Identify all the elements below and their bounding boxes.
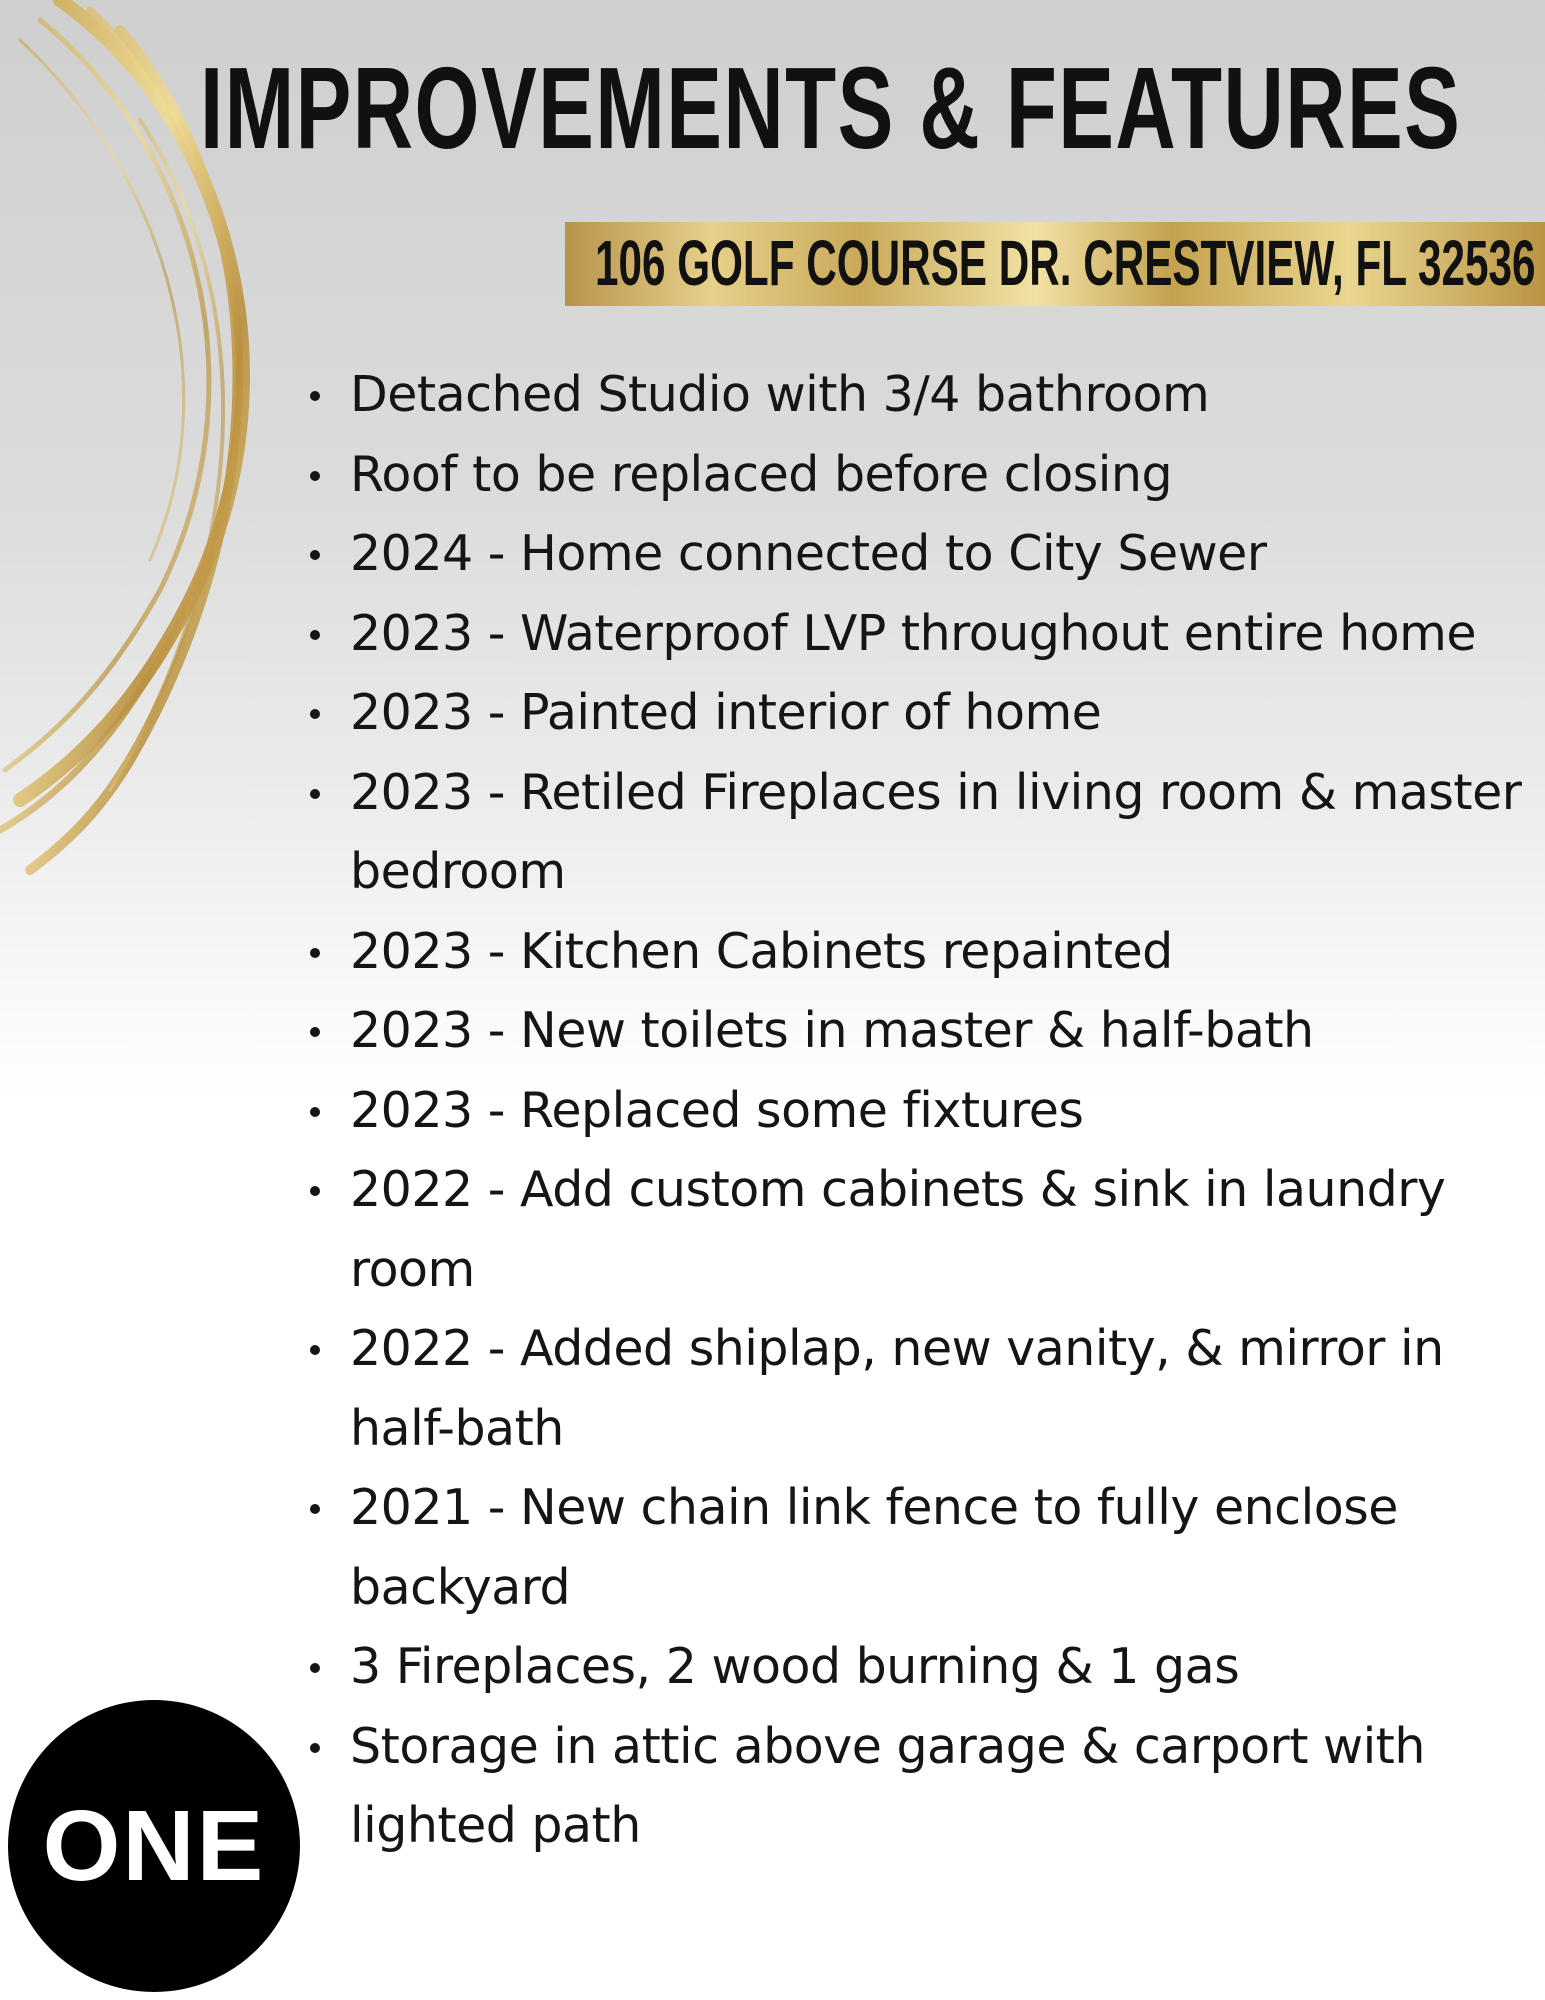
list-item: 2023 - Kitchen Cabinets repainted: [308, 912, 1523, 992]
list-item: 2021 - New chain link fence to fully enclose backyard: [308, 1468, 1523, 1627]
list-item: 2023 - Waterproof LVP throughout entire home: [308, 594, 1523, 674]
property-address: 106 GOLF COURSE DR. CRESTVIEW, FL 32536: [595, 227, 1536, 299]
list-item: Detached Studio with 3/4 bathroom: [308, 355, 1523, 435]
list-item: 2023 - New toilets in master & half-bath: [308, 991, 1523, 1071]
list-item: 2023 - Painted interior of home: [308, 673, 1523, 753]
list-item: 2023 - Retiled Fireplaces in living room & master bedroom: [308, 753, 1523, 912]
brokerage-logo: [8, 1700, 300, 1992]
list-item: 3 Fireplaces, 2 wood burning & 1 gas: [308, 1627, 1523, 1707]
logo-text: ONE: [42, 1790, 266, 1902]
list-item: 2022 - Add custom cabinets & sink in laundry room: [308, 1150, 1523, 1309]
address-banner: [565, 222, 1545, 306]
list-item: Storage in attic above garage & carport with lighted path: [308, 1707, 1523, 1866]
feature-list: [308, 355, 1523, 1866]
list-item: 2023 - Replaced some fixtures: [308, 1071, 1523, 1151]
page-title: IMPROVEMENTS & FEATURES: [200, 43, 1462, 173]
list-item: 2022 - Added shiplap, new vanity, & mirror in half-bath: [308, 1309, 1523, 1468]
list-item: Roof to be replaced before closing: [308, 435, 1523, 515]
list-item: 2024 - Home connected to City Sewer: [308, 514, 1523, 594]
